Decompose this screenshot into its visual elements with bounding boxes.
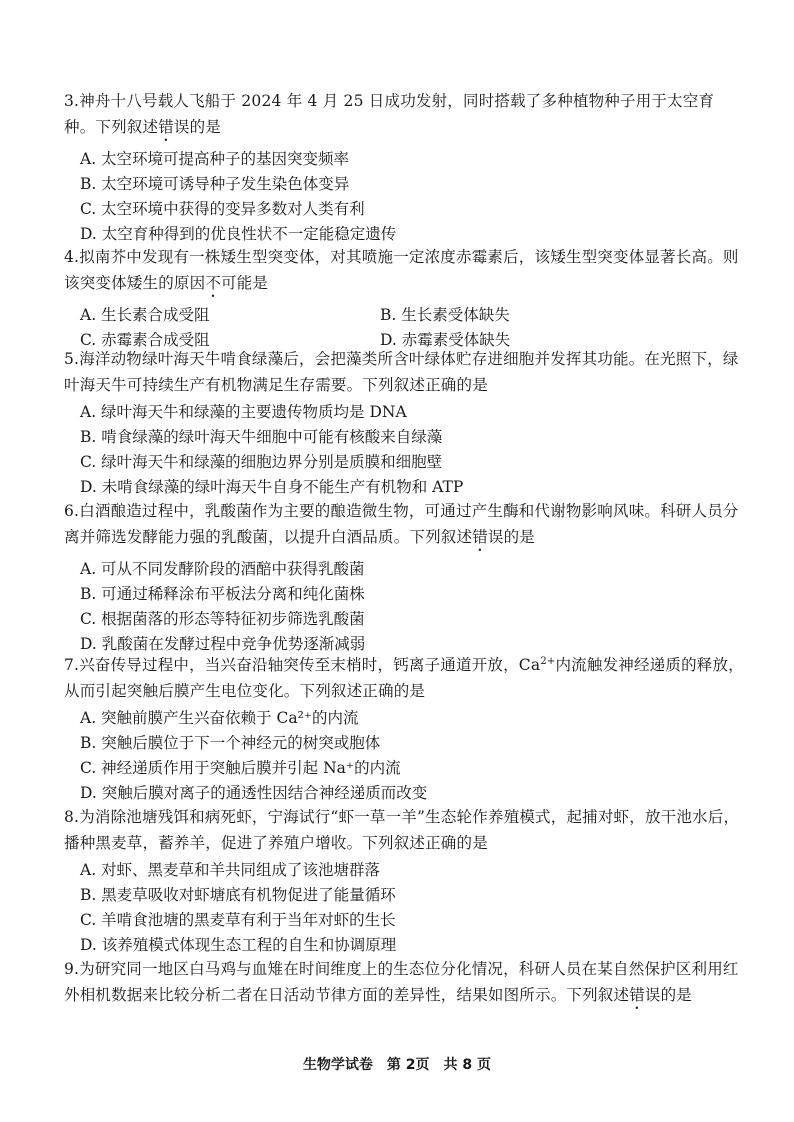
page-footer: 生物学试卷 第 2页 共 8 页 — [302, 1057, 492, 1073]
option-d: D. 突触后膜对离子的通透性因结合神经递质而改变 — [80, 784, 428, 802]
option-list — [64, 858, 744, 958]
superscript-charge: 2+ — [540, 655, 556, 667]
emphasis-mark: 错 — [158, 118, 174, 136]
option-a: A. 绿叶海天牛和绿藻的主要遗传物质均是 DNA — [80, 403, 407, 421]
option-a: A. 突触前膜产生兴奋依赖于 Ca²⁺的内流 — [80, 709, 359, 727]
stem-text-end: 误的是 — [644, 986, 693, 1004]
question-number: 6. — [64, 502, 80, 520]
option-b: B. 太空环境可诱导种子发生染色体变异 — [80, 175, 350, 193]
option-a: A. 对虾、黑麦草和羊共同组成了该池塘群落 — [80, 861, 381, 879]
stem-text-end: 可能是 — [221, 274, 269, 292]
question-7 — [64, 652, 744, 806]
option-d: D. 乳酸菌在发酵过程中竞争优势逐渐减弱 — [80, 635, 366, 653]
emphasis-mark: 错 — [629, 986, 645, 1004]
stem-text: 兴奋传导过程中，当兴奋沿轴突传至末梢时，钙离子通道开放，Ca — [79, 656, 541, 674]
stem-text: 神舟十八号载人飞船于 2024 年 4 月 25 日成功发射，同时搭载了多种植物种子用于太空育种。下列叙述 — [64, 92, 715, 136]
option-b: B. 啃食绿藻的绿叶海天牛细胞中可能有核酸来自绿藻 — [80, 428, 443, 446]
question-number: 8. — [64, 808, 80, 826]
option-b: B. 生长素受体缺失 — [380, 306, 510, 324]
option-list — [64, 706, 744, 806]
stem-text: 为研究同一地区白马鸡与血雉在时间维度上的生态位分化情况，科研人员在某自然保护区利用红外相机数据来比较分析二者在日活动节律方面的差异性，结果如图所示。下列叙述 — [64, 960, 739, 1004]
question-stem — [64, 346, 744, 398]
option-d: D. 未啃食绿藻的绿叶海天牛自身不能生产有机物和 ATP — [80, 478, 464, 496]
question-number: 5. — [64, 350, 80, 368]
option-list — [64, 557, 744, 657]
option-c: C. 神经递质作用于突触后膜并引起 Na⁺的内流 — [80, 759, 401, 777]
question-stem — [64, 804, 744, 856]
option-c: C. 绿叶海天牛和绿藻的细胞边界分别是质膜和细胞壁 — [80, 453, 443, 471]
question-stem — [64, 956, 744, 1013]
emphasis-mark: 错 — [472, 528, 488, 546]
option-c: C. 赤霉素合成受阻 — [80, 331, 210, 349]
stem-text-end: 误的是 — [173, 118, 222, 136]
stem-text-end: 误的是 — [487, 528, 536, 546]
stem-text: 为消除池塘残饵和病死虾，宁海试行“虾一草一羊”生态轮作养殖模式，起捕对虾，放干池水后，播种黑麦草，蓄养羊，促进了养殖户增收。下列叙述正确的是 — [64, 808, 740, 852]
question-number: 7. — [64, 656, 80, 674]
option-a: A. 生长素合成受阻 — [80, 306, 210, 324]
question-4 — [64, 244, 744, 353]
question-8 — [64, 804, 744, 958]
question-6 — [64, 498, 744, 657]
stem-text-end: 内流触发神经递质的释放，从而引起突触后膜产生电位变化。下列叙述正确的是 — [64, 656, 744, 700]
stem-text: 拟南芥中发现有一株矮生型突变体，对其喷施一定浓度赤霉素后，该矮生型突变体显著长高。则该突变体矮生的原因 — [64, 248, 739, 292]
stem-text: 白酒酿造过程中，乳酸菌作为主要的酿造微生物，可通过产生酶和代谢物影响风味。科研人员分离并筛选发酵能力强的乳酸菌，以提升白酒品质。下列叙述 — [64, 502, 739, 546]
option-b: B. 可通过稀释涂布平板法分离和纯化菌株 — [80, 585, 365, 603]
question-number: 9. — [64, 960, 80, 978]
option-d: D. 该养殖模式体现生态工程的自生和协调原理 — [80, 936, 397, 954]
stem-text: 海洋动物绿叶海天牛啃食绿藻后，会把藻类所含叶绿体贮存进细胞并发挥其功能。在光照下，绿叶海天牛可持续生产有机物满足生存需要。下列叙述正确的是 — [64, 350, 739, 394]
option-a: A. 可从不同发酵阶段的酒醅中获得乳酸菌 — [80, 560, 365, 578]
question-stem — [64, 652, 744, 704]
option-d: D. 太空育种得到的优良性状不一定能稳定遗传 — [80, 225, 397, 243]
question-9 — [64, 956, 744, 1013]
question-number: 3. — [64, 92, 80, 110]
option-b: B. 黑麦草吸收对虾塘底有机物促进了能量循环 — [80, 886, 396, 904]
option-c: C. 羊啃食池塘的黑麦草有利于当年对虾的生长 — [80, 911, 396, 929]
option-d: D. 赤霉素受体缺失 — [380, 331, 511, 349]
option-c: C. 根据菌落的形态等特征初步筛选乳酸菌 — [80, 610, 365, 628]
option-b: B. 突触后膜位于下一个神经元的树突或胞体 — [80, 734, 381, 752]
option-a: A. 太空环境可提高种子的基因突变频率 — [80, 150, 350, 168]
question-number: 4. — [64, 248, 80, 266]
option-list — [64, 147, 744, 247]
option-list — [64, 400, 744, 500]
question-stem — [64, 88, 744, 145]
emphasis-mark: 不 — [205, 274, 222, 292]
question-5 — [64, 346, 744, 500]
option-c: C. 太空环境中获得的变异多数对人类有利 — [80, 200, 365, 218]
question-stem — [64, 244, 744, 301]
question-stem — [64, 498, 744, 555]
question-3 — [64, 88, 744, 247]
